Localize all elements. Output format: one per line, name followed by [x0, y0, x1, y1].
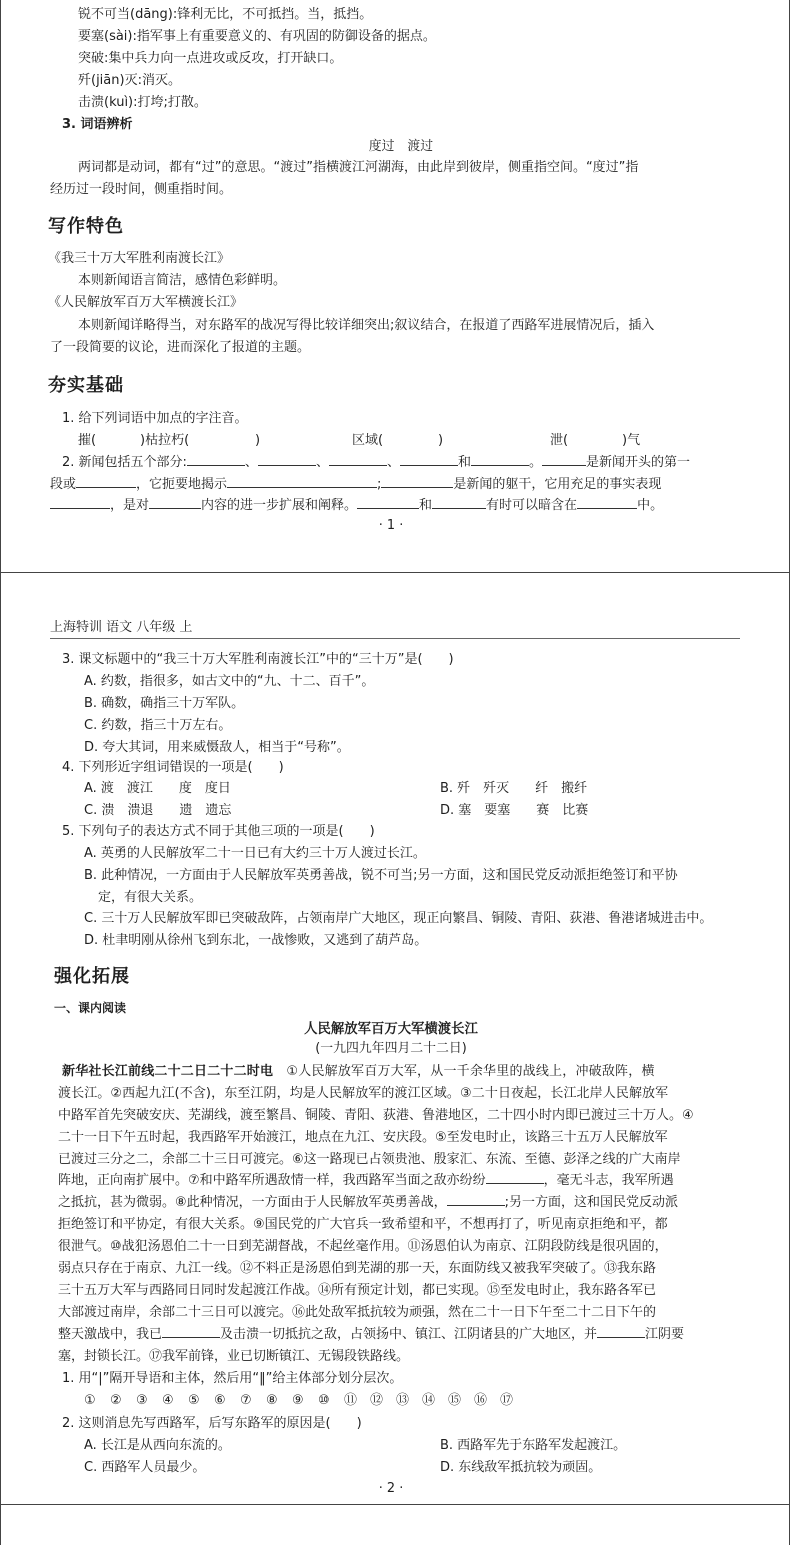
answer-blank[interactable]	[432, 495, 486, 509]
question-1: 1. 给下列词语中加点的字注音。	[62, 411, 248, 426]
q1-word: )	[438, 433, 444, 448]
answer-blank[interactable]	[486, 1170, 544, 1184]
vocab-item: 击溃(kuì):打垮;打散。	[78, 95, 207, 110]
circled-number: ⑮	[448, 1393, 462, 1408]
writing-item: 了一段简要的议论，进而深化了报道的主题。	[50, 340, 311, 355]
q1-word: 泄(	[550, 433, 569, 448]
strengthen-heading: 强化拓展	[54, 966, 130, 987]
circled-number: ⑦	[240, 1393, 252, 1408]
compare-text: 两词都是动词，都有“过”的意思。“渡过”指横渡江河湖海，由此岸到彼岸，侧重指空间。“度过”指	[78, 160, 639, 175]
question-5: 5. 下列句子的表达方式不同于其他三项的一项是( )	[62, 824, 375, 839]
q1-word: )	[255, 433, 261, 448]
circled-numbers	[84, 1390, 526, 1412]
circled-number: ⑤	[188, 1393, 200, 1408]
answer-blank[interactable]	[542, 452, 586, 466]
question-2-cont: 段或 ，它扼要地揭示 ; 是新闻的躯干，它用充足的事实表现	[50, 474, 661, 496]
q1-word: )气	[622, 433, 641, 448]
article-date: (一九四九年四月二十二日)	[315, 1041, 467, 1056]
writing-item: 《人民解放军百万大军横渡长江》	[48, 295, 244, 310]
page-header: 上海特训 语文 八年级 上	[50, 620, 193, 635]
vocab-item: 突破:集中兵力向一点进攻或反攻，打开缺口。	[78, 51, 343, 66]
option: A. 渡 渡江 度 度日	[84, 781, 231, 796]
circled-number: ⑥	[214, 1393, 226, 1408]
article-line: 中路军首先突破安庆、芜湖线，渡至繁昌、铜陵、青阳、荻港、鲁港地区，二十四小时内即已渡过三十万人。④	[58, 1108, 694, 1123]
reading-label: 一、课内阅读	[54, 1001, 127, 1015]
option: B. 确数，确指三十万军队。	[84, 696, 245, 711]
answer-blank[interactable]	[149, 495, 201, 509]
circled-number: ①	[84, 1393, 96, 1408]
vocab-item: 要塞(sài):指军事上有重要意义的、有巩固的防御设备的据点。	[78, 29, 436, 44]
circled-number: ⑯	[474, 1393, 488, 1408]
answer-blank[interactable]	[258, 452, 316, 466]
option: C. 三十万人民解放军即已突破敌阵，占领南岸广大地区，现正向繁昌、铜陵、青阳、荻港、鲁港诸城进击中。	[84, 911, 713, 926]
option: B. 西路军先于东路军发起渡江。	[440, 1438, 627, 1453]
option: 定，有很大关系。	[98, 890, 203, 905]
header-rule	[50, 638, 740, 639]
option: D. 杜聿明刚从徐州飞到东北，一战惨败，又逃到了葫芦岛。	[84, 933, 428, 948]
page-number: · 1 ·	[378, 518, 404, 533]
page-number: · 2 ·	[378, 1481, 404, 1496]
writing-heading: 写作特色	[48, 216, 124, 237]
circled-number: ③	[136, 1393, 148, 1408]
q1-word: )枯拉朽(	[140, 433, 190, 448]
circled-number: ⑰	[500, 1393, 514, 1408]
compare-title: 度过 渡过	[368, 139, 434, 154]
reading-question-2: 2. 这则消息先写西路军，后写东路军的原因是( )	[62, 1416, 362, 1431]
writing-item: 《我三十万大军胜利南渡长江》	[48, 251, 231, 266]
question-3: 3. 课文标题中的“我三十万大军胜利南渡长江”中的“三十万”是( )	[62, 652, 454, 667]
circled-number: ⑨	[292, 1393, 304, 1408]
writing-item: 本则新闻详略得当，对东路军的战况写得比较详细突出;叙议结合，在报道了西路军进展情况后，插入	[78, 318, 655, 333]
answer-blank[interactable]	[381, 474, 453, 488]
article-line: 之抵抗，甚为微弱。⑧此种情况，一方面由于人民解放军英勇善战， ;另一方面，这和国民党反动派	[58, 1192, 678, 1214]
option: A. 英勇的人民解放军二十一日已有大约三十万人渡过长江。	[84, 846, 426, 861]
article-line: 已渡过三分之二，余部二十三日可渡完。⑥这一路现已占领贵池、殷家汇、东流、至德、彭泽之线的广大南岸	[58, 1152, 681, 1167]
writing-item: 本则新闻语言简洁，感情色彩鲜明。	[78, 273, 287, 288]
circled-number: ②	[110, 1393, 122, 1408]
circled-number: ⑬	[396, 1393, 410, 1408]
option: D. 东线敌军抵抗较为顽固。	[440, 1460, 602, 1475]
article-line: 整天激战中，我已 及击溃一切抵抗之敌，占领扬中、镇江、江阴诸县的广大地区，并 江阴要	[58, 1324, 684, 1346]
base-heading: 夯实基础	[48, 375, 124, 396]
option: D. 夸大其词，用来威慑敌人，相当于“号称”。	[84, 740, 350, 755]
article-line: 弱点只存在于南京、九江一线。⑫不料正是汤恩伯到芜湖的那一天，东面防线又被我军突破了。⑬我东路	[58, 1261, 657, 1276]
option: C. 约数，指三十万左右。	[84, 718, 232, 733]
answer-blank[interactable]	[227, 474, 377, 488]
article-line: 二十一日下午五时起，我西路军开始渡江，地点在九江、安庆段。⑤至发电时止，该路三十五万人民解放军	[58, 1130, 668, 1145]
circled-number: ⑪	[344, 1393, 358, 1408]
answer-blank[interactable]	[447, 1192, 505, 1206]
section-3-title: 3. 词语辨析	[62, 117, 133, 132]
reading-question-1: 1. 用“|”隔开导语和主体，然后用“‖”给主体部分划分层次。	[62, 1371, 403, 1386]
option: C. 溃 溃退 遗 遗忘	[84, 803, 232, 818]
answer-blank[interactable]	[162, 1324, 220, 1338]
question-2-cont: ，是对 内容的进一步扩展和阐释。 和 有时可以暗含在 中。	[50, 495, 663, 517]
article-line: 渡长江。②西起九江(不含)，东至江阴，均是人民解放军的渡江区域。③二十日夜起，长江北岸人民解放军	[58, 1086, 669, 1101]
article-line: 大部渡过南岸，余部二十三日可以渡完。⑯此处敌军抵抗较为顽强，然在二十一日下午至二十二日下午的	[58, 1305, 657, 1320]
circled-number: ⑧	[266, 1393, 278, 1408]
article-line: 三十五万大军与西路同日同时发起渡江作战。⑭所有预定计划，都已实现。⑮至发电时止，我东路各军已	[58, 1283, 657, 1298]
answer-blank[interactable]	[357, 495, 419, 509]
vocab-item: 锐不可当(dāng):锋利无比，不可抵挡。当，抵挡。	[78, 7, 373, 22]
circled-number: ④	[162, 1393, 174, 1408]
q1-word: 摧(	[78, 433, 97, 448]
answer-blank[interactable]	[400, 452, 458, 466]
answer-blank[interactable]	[329, 452, 387, 466]
compare-text: 经历过一段时间，侧重指时间。	[50, 182, 233, 197]
circled-number: ⑭	[422, 1393, 436, 1408]
answer-blank[interactable]	[50, 495, 110, 509]
question-4: 4. 下列形近字组词错误的一项是( )	[62, 760, 284, 775]
article-line: 新华社长江前线二十二日二十二时电 ①人民解放军百万大军，从一千余华里的战线上，冲破敌阵，横	[62, 1064, 655, 1079]
option: B. 此种情况，一方面由于人民解放军英勇善战，锐不可当;另一方面，这和国民党反动派拒绝签订和平协	[84, 868, 678, 883]
circled-number: ⑫	[370, 1393, 384, 1408]
question-2: 2. 新闻包括五个部分: 、 、 、 和 。 是新闻开头的第一	[62, 452, 690, 474]
article-title: 人民解放军百万大军横渡长江	[304, 1021, 478, 1037]
option: A. 约数，指很多，如古文中的“九、十二、百千”。	[84, 674, 375, 689]
article-line: 塞，封锁长江。⑰我军前锋，业已切断镇江、无锡段铁路线。	[58, 1349, 410, 1364]
article-lead: 新华社长江前线二十二日二十二时电	[62, 1064, 274, 1079]
article-line: 阵地，正向南扩展中。⑦和中路军所遇敌情一样，我西路军当面之敌亦纷纷 ，毫无斗志，我军所遇	[58, 1170, 674, 1192]
option: A. 长江是从西向东流的。	[84, 1438, 231, 1453]
option: C. 西路军人员最少。	[84, 1460, 206, 1475]
article-line: 拒绝签订和平协定，有很大关系。⑨国民党的广大官兵一致希望和平，不想再打了，听见南京拒绝和平，都	[58, 1217, 668, 1232]
page-3-frame	[0, 1504, 790, 1545]
q1-word: 区域(	[352, 433, 384, 448]
answer-blank[interactable]	[597, 1324, 645, 1338]
answer-blank[interactable]	[76, 474, 136, 488]
answer-blank[interactable]	[471, 452, 529, 466]
circled-number: ⑩	[318, 1393, 330, 1408]
answer-blank[interactable]	[577, 495, 637, 509]
vocab-item: 歼(jiān)灭:消灭。	[78, 73, 181, 88]
option: B. 歼 歼灭 纤 搬纤	[440, 781, 588, 796]
article-line: 很泄气。⑩战犯汤恩伯二十一日到芜湖督战，不起丝毫作用。⑪汤恩伯认为南京、江阴段防线是很巩固的，	[58, 1239, 668, 1254]
answer-blank[interactable]	[187, 452, 245, 466]
option: D. 塞 要塞 赛 比赛	[440, 803, 589, 818]
